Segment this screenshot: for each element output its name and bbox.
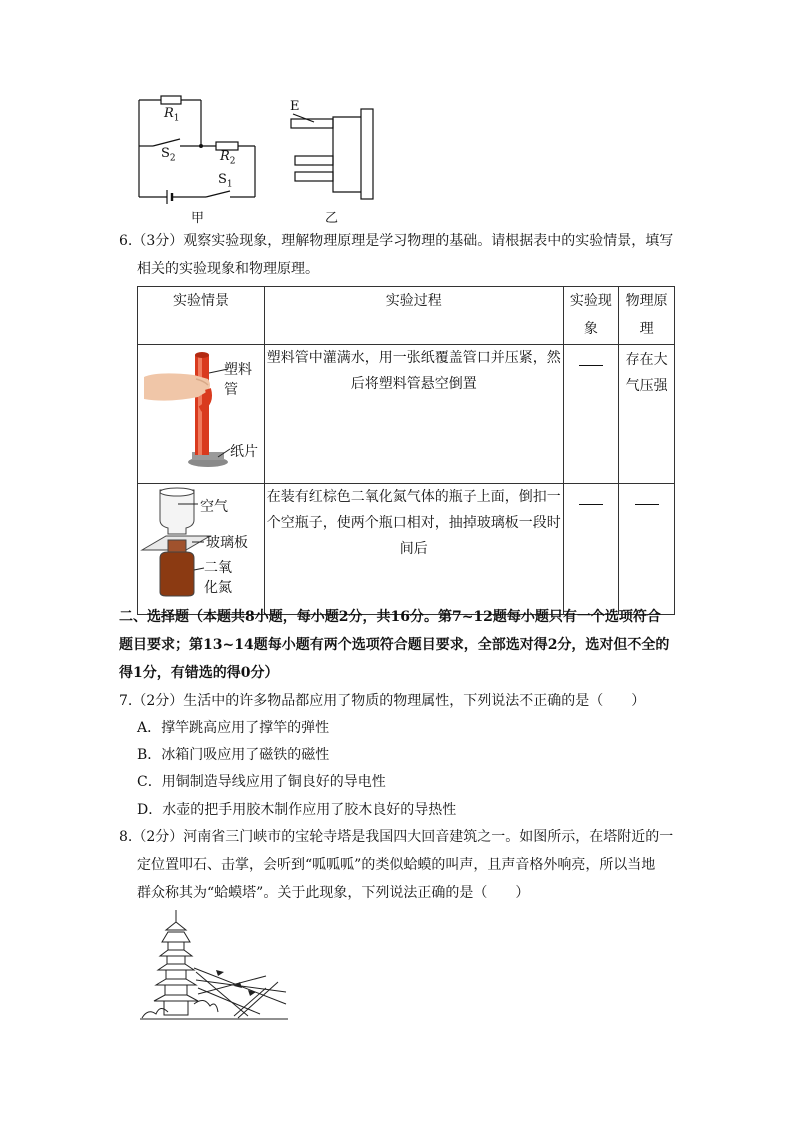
pagoda-echo-figure (138, 908, 290, 1023)
row2-scene-image (138, 484, 265, 615)
glass-plate-label: 玻璃板 (206, 535, 248, 551)
q7-option-a: A．撑竿跳高应用了撑竿的弹性 (137, 720, 330, 736)
tube-label: 塑料管 (224, 362, 252, 398)
header-phenomenon: 实验现 象 (563, 287, 619, 345)
row1-process: 塑料管中灌满水，用一张纸覆盖管口并压紧，然 后将塑料管悬空倒置 (265, 345, 564, 484)
q8-stem-line1: 8.（2分）河南省三门峡市的宝轮寺塔是我国四大回音建筑之一。如图所示，在塔附近的一 (119, 829, 674, 845)
e-label: E (290, 99, 300, 114)
header-process: 实验过程 (265, 287, 564, 345)
figure-caption-jia: 甲 (191, 211, 205, 226)
q7-option-b: B．冰箱门吸应用了磁铁的磁性 (137, 747, 330, 763)
row1-principle: 存在大 气压强 (619, 345, 675, 484)
circuit-diagram (130, 90, 270, 225)
header-principle: 物理原 理 (619, 287, 675, 345)
q7-stem: 7.（2分）生活中的许多物品都应用了物质的物理属性，下列说法不正确的是（ ） (119, 693, 646, 709)
experiment-table (137, 286, 675, 615)
row1-phenomenon-blank (563, 345, 619, 484)
r1-label: $R_1$ (164, 106, 180, 124)
section2-line3: 得1分，有错选的得0分） (119, 665, 279, 681)
row2-principle-blank (619, 484, 675, 615)
no2-label: 二氧 化氮 (204, 560, 232, 596)
q7-option-c: C．用铜制造导线应用了铜良好的导电性 (137, 774, 386, 790)
row2-phenomenon-blank (563, 484, 619, 615)
r2-label: $R_2$ (220, 149, 236, 167)
q7-option-d: D．水壶的把手用胶木制作应用了胶木良好的导热性 (137, 802, 457, 818)
plug-diagram (284, 100, 379, 205)
q6-stem-line2: 相关的实验现象和物理原理。 (137, 261, 319, 277)
air-label: 空气 (200, 499, 228, 515)
row1-scene-image (138, 345, 265, 484)
q8-stem-line3: 群众称其为“蛤蟆塔”。关于此现象，下列说法正确的是（ ） (137, 885, 530, 901)
section2-line1: 二、选择题（本题共8小题，每小题2分，共16分。第7~12题每小题只有一个选项符合 (119, 609, 661, 625)
q6-stem-line1: 6.（3分）观察实验现象，理解物理原理是学习物理的基础。请根据表中的实验情景，填写 (119, 233, 674, 249)
header-scene: 实验情景 (138, 287, 265, 345)
q8-stem-line2: 定位置叩石、击掌，会听到“呱呱呱”的类似蛤蟆的叫声，且声音格外响亮，所以当地 (137, 857, 656, 873)
s1-label: $S_1$ (218, 172, 233, 190)
row2-process: 在装有红棕色二氧化氮气体的瓶子上面，倒扣一 个空瓶子，使两个瓶口相对，抽掉玻璃板一段时 间后 (265, 484, 564, 615)
figure-caption-yi: 乙 (325, 211, 339, 226)
section2-line2: 题目要求；第13~14题每小题有两个选项符合题目要求，全部选对得2分，选对但不全的 (119, 637, 670, 653)
paper-label: 纸片 (230, 444, 258, 460)
s2-label: $S_2$ (161, 146, 176, 164)
